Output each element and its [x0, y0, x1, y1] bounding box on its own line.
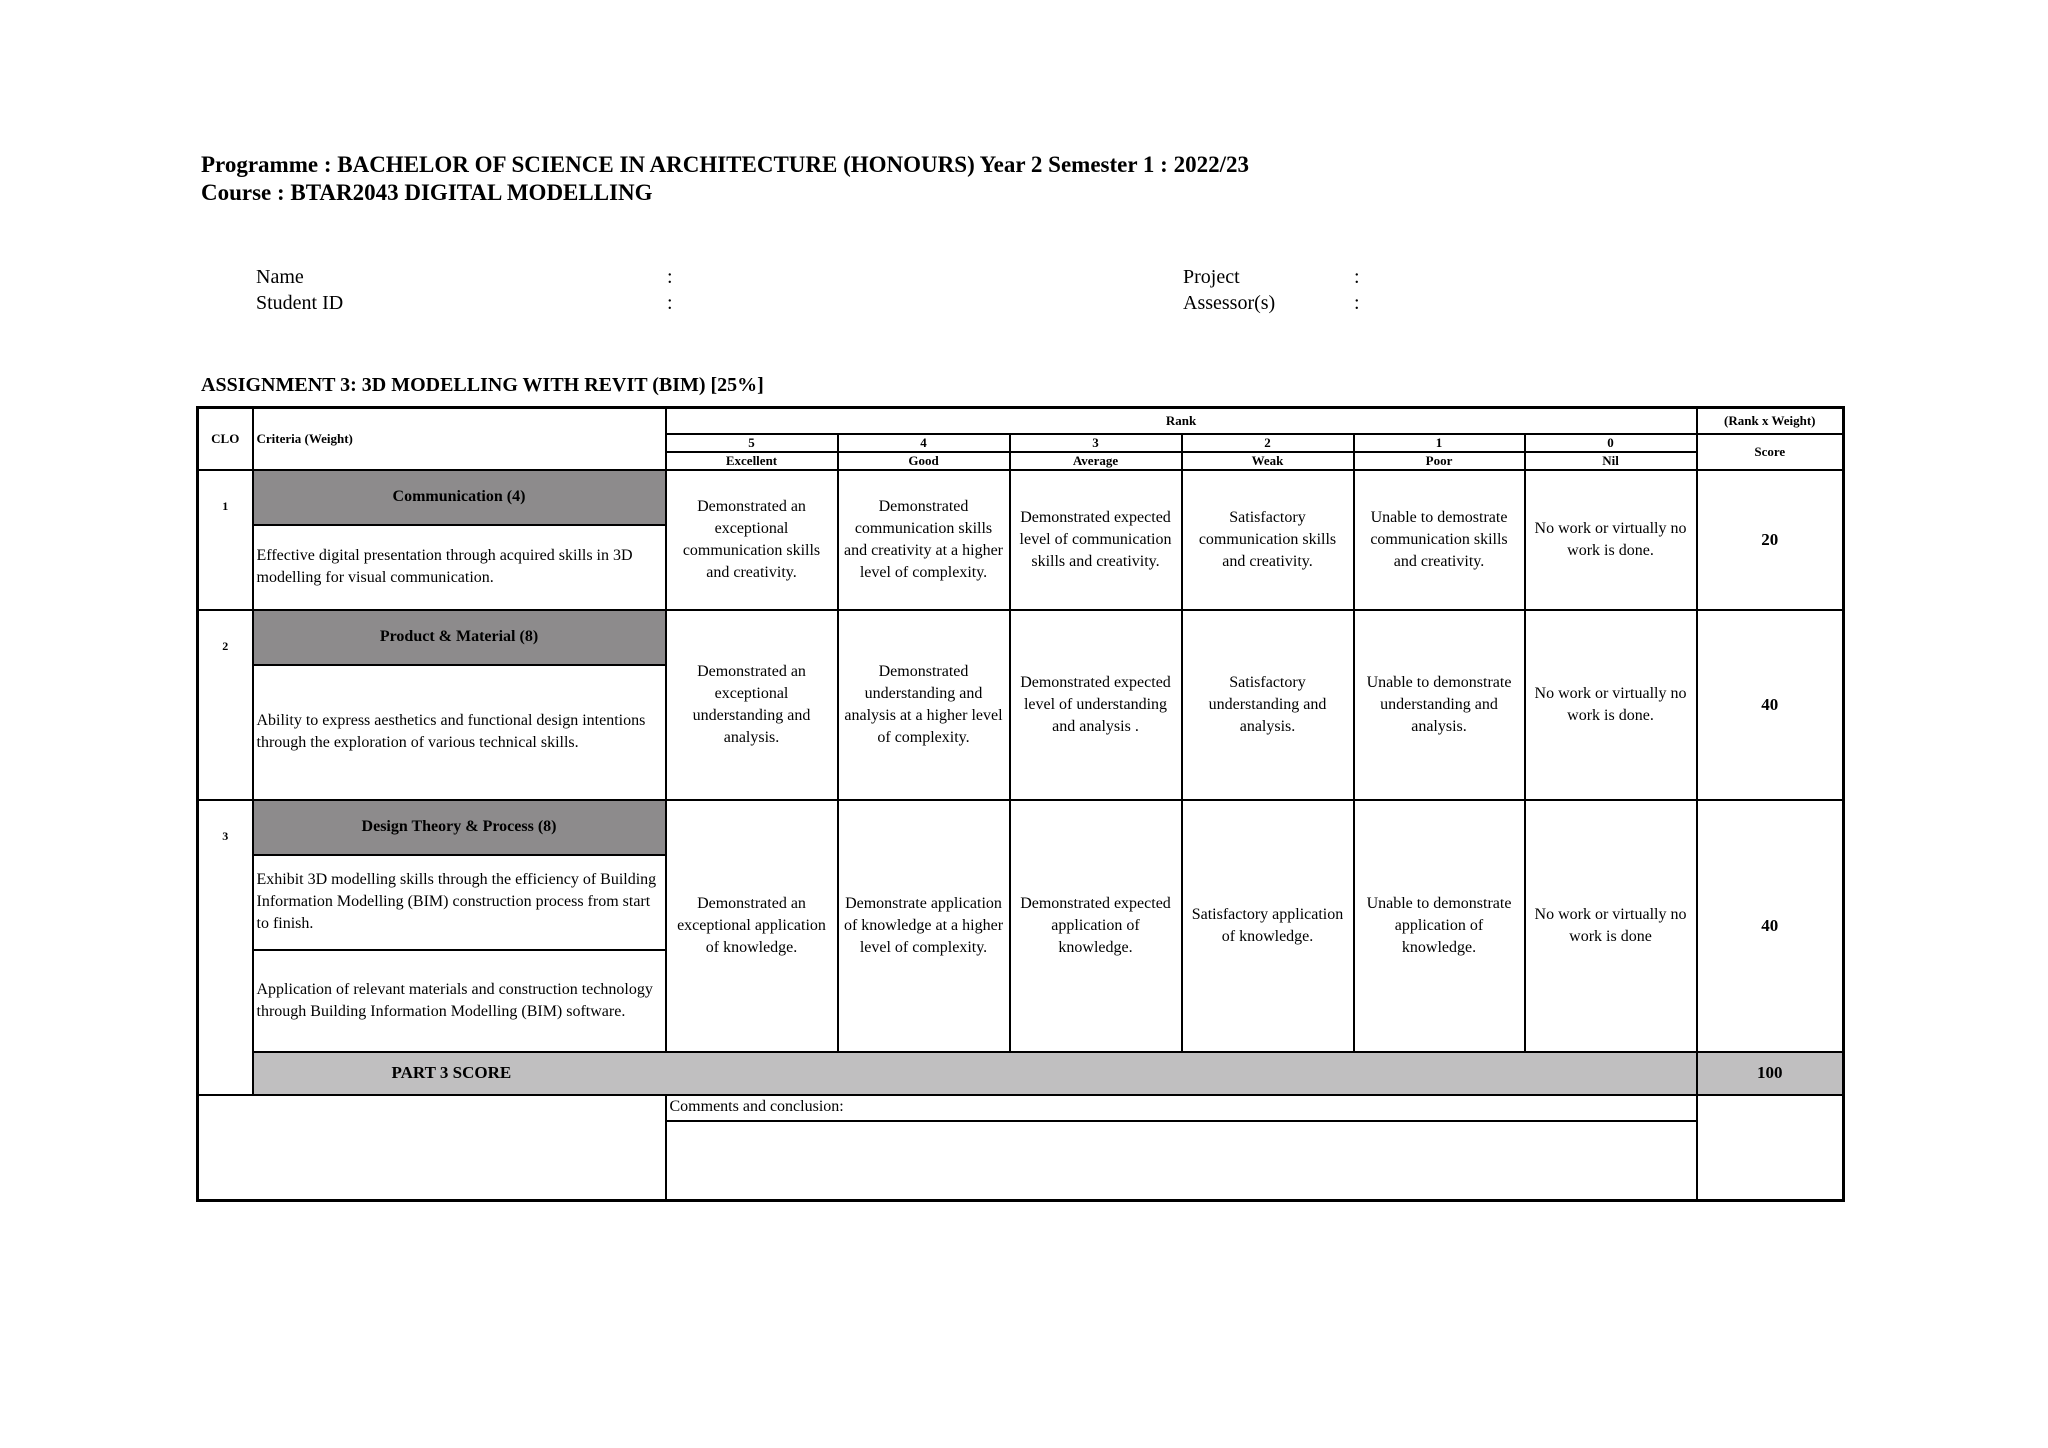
- programme-heading: Programme : BACHELOR OF SCIENCE IN ARCHITECTURE (HONOURS) Year 2 Semester 1 : 2022/23: [201, 152, 1249, 177]
- rank-label: Good: [838, 452, 1010, 470]
- rank-number: 4: [838, 434, 1010, 452]
- criteria-description: Effective digital presentation through acquired skills in 3D modelling for visual communication.: [253, 525, 666, 610]
- rank-label: Nil: [1525, 452, 1697, 470]
- level-description: No work or virtually no work is done.: [1525, 470, 1697, 610]
- criteria-score: 40: [1697, 800, 1844, 1052]
- level-description: Demonstrated an exceptional application of knowledge.: [666, 800, 838, 1052]
- blank-right-cell: [1697, 1095, 1844, 1201]
- level-description: Demonstrated expected level of communication skills and creativity.: [1010, 470, 1182, 610]
- score-header: Score: [1697, 434, 1844, 470]
- clo-number: 2: [198, 610, 253, 800]
- course-heading: Course : BTAR2043 DIGITAL MODELLING: [201, 180, 653, 205]
- level-description: Unable to demonstrate application of knowledge.: [1354, 800, 1525, 1052]
- level-description: Satisfactory application of knowledge.: [1182, 800, 1354, 1052]
- rank-number: 0: [1525, 434, 1697, 452]
- level-description: Unable to demostrate communication skills and creativity.: [1354, 470, 1525, 610]
- rank-number: 3: [1010, 434, 1182, 452]
- rank-header: Rank: [666, 408, 1697, 434]
- rank-label: Excellent: [666, 452, 838, 470]
- clo-header: CLO: [198, 408, 253, 470]
- part-score-text: PART 3 SCORE: [391, 1063, 512, 1082]
- criteria-description: Application of relevant materials and construction technology through Building Information Modelling (BIM) software.: [253, 950, 666, 1052]
- criteria-description: Exhibit 3D modelling skills through the efficiency of Building Information Modelling (BIM) construction process from start to finish.: [253, 855, 666, 950]
- level-description: Demonstrated an exceptional communication skills and creativity.: [666, 470, 838, 610]
- name-label: Name: [256, 266, 304, 288]
- rank-label: Weak: [1182, 452, 1354, 470]
- level-description: No work or virtually no work is done: [1525, 800, 1697, 1052]
- name-colon: :: [667, 266, 673, 288]
- level-description: Demonstrated expected application of knowledge.: [1010, 800, 1182, 1052]
- level-description: Demonstrated understanding and analysis at a higher level of complexity.: [838, 610, 1010, 800]
- clo-number: 1: [198, 470, 253, 610]
- assessor-colon: :: [1354, 292, 1360, 314]
- criteria-title: Communication (4): [253, 470, 666, 525]
- criteria-description: Ability to express aesthetics and functional design intentions through the exploration of various technical skills.: [253, 665, 666, 800]
- rank-number: 1: [1354, 434, 1525, 452]
- level-description: Satisfactory communication skills and creativity.: [1182, 470, 1354, 610]
- rank-weight-header: (Rank x Weight): [1697, 408, 1844, 434]
- project-colon: :: [1354, 266, 1360, 288]
- comments-area[interactable]: [666, 1121, 1697, 1201]
- student-id-colon: :: [667, 292, 673, 314]
- rubric-table: [196, 406, 1845, 1202]
- level-description: Demonstrated an exceptional understanding and analysis.: [666, 610, 838, 800]
- level-description: No work or virtually no work is done.: [1525, 610, 1697, 800]
- comments-label: Comments and conclusion:: [666, 1095, 1697, 1121]
- criteria-score: 40: [1697, 610, 1844, 800]
- criteria-title: Product & Material (8): [253, 610, 666, 665]
- assignment-title: ASSIGNMENT 3: 3D MODELLING WITH REVIT (BIM) [25%]: [201, 374, 764, 396]
- criteria-score: 20: [1697, 470, 1844, 610]
- part-score-label: [253, 1052, 1697, 1095]
- part-score-total: 100: [1697, 1052, 1844, 1095]
- rank-label: Average: [1010, 452, 1182, 470]
- criteria-header: Criteria (Weight): [253, 408, 666, 470]
- rank-number: 2: [1182, 434, 1354, 452]
- level-description: Demonstrate application of knowledge at a higher level of complexity.: [838, 800, 1010, 1052]
- level-description: Demonstrated expected level of understanding and analysis .: [1010, 610, 1182, 800]
- student-id-label: Student ID: [256, 292, 344, 314]
- project-label: Project: [1183, 266, 1240, 288]
- criteria-title: Design Theory & Process (8): [253, 800, 666, 855]
- blank-left-cell: [198, 1095, 666, 1201]
- level-description: Unable to demonstrate understanding and analysis.: [1354, 610, 1525, 800]
- clo-number: 3: [198, 800, 253, 1095]
- assessor-label: Assessor(s): [1183, 292, 1276, 314]
- rank-label: Poor: [1354, 452, 1525, 470]
- rank-number: 5: [666, 434, 838, 452]
- level-description: Satisfactory understanding and analysis.: [1182, 610, 1354, 800]
- level-description: Demonstrated communication skills and creativity at a higher level of complexity.: [838, 470, 1010, 610]
